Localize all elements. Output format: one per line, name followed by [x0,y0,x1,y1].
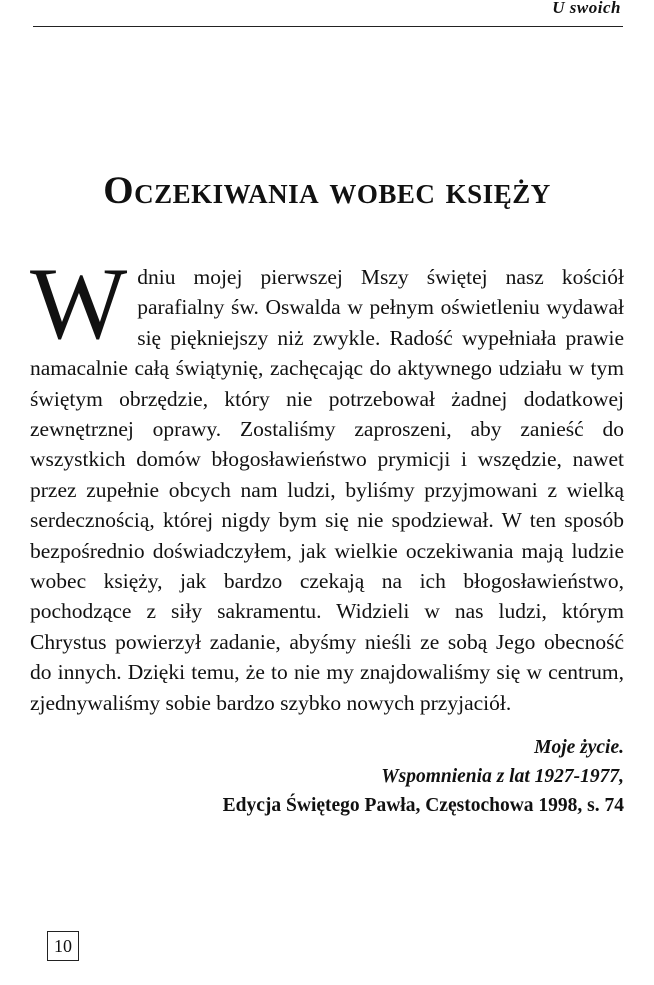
citation-publisher: Edycja Świętego Pawła, Częstochowa 1998, s. 74 [222,795,624,816]
body-paragraph [30,247,624,718]
running-head [33,0,623,27]
running-head-text: U swoich [552,0,621,17]
citation [30,733,624,820]
body-text: dniu mojej pierwszej Mszy świętej nasz kościół parafialny św. Oswalda w pełnym oświetleniu wydawał się piękniejszy niż zwykle. Radość wypełniała prawie namacalnie całą świątynię, zachęcając do aktywnego udziału w tym świętym obrzędzie, który nie potrzebował żadnej dodatkowej zewnętrznej oprawy. Zostaliśmy zaproszeni, aby zanieść do wszystkich domów błogosławieństwo prymicji i wszędzie, nawet przez zupełnie obcych nam ludzi, byliśmy przyjmowani z wielką serdecznością, której nigdy bym się nie spodziewał. W ten sposób bezpośrednio doświadczyłem, jak wielkie oczekiwania mają ludzie wobec księży, jak bardzo czekają na ich błogosławieństwo, pochodzące z siły sakramentu. Widzieli w nas ludzi, którym Chrystus powierzył zadanie, abyśmy nieśli ze sobą Jego obecność do innych. Dzięki temu, że to nie my znajdowaliśmy się w centrum, zjednywaliśmy sobie bardzo szybko nowych przyjaciół. [30,265,624,715]
page-number: 10 [47,931,79,961]
chapter-title: Oczekiwania wobec księży [103,169,551,212]
citation-book-title: Moje życie. [534,737,624,758]
drop-cap: W [30,247,128,361]
citation-subtitle: Wspomnienia z lat 1927-1977, [381,766,624,787]
